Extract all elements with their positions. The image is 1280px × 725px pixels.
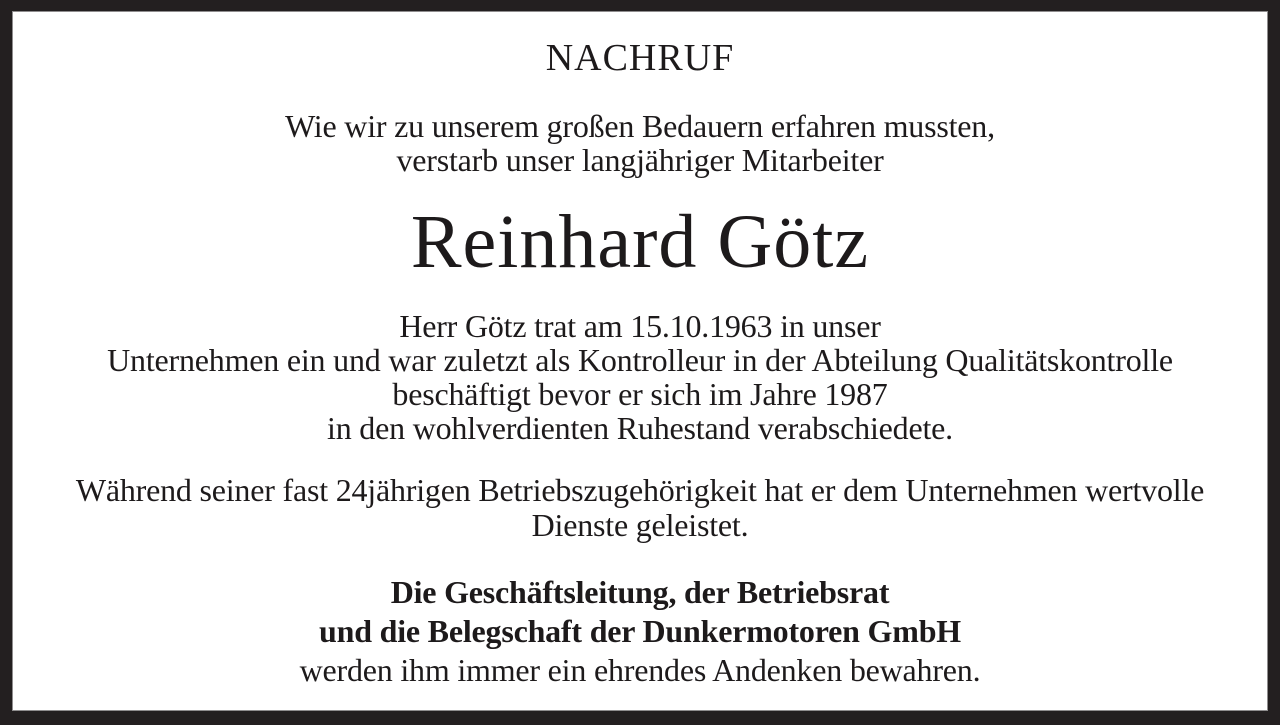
- tribute-line-1: Während seiner fast 24jährigen Betriebszugehörigkeit hat er dem Unternehmen wertvolle: [75, 472, 1205, 508]
- signature-block: [13, 573, 1267, 690]
- career-paragraph: [13, 309, 1267, 445]
- career-line-3: beschäftigt bevor er sich im Jahre 1987: [392, 376, 888, 412]
- deceased-name: Reinhard Götz: [410, 200, 870, 284]
- signature-line-2: und die Belegschaft der Dunkermotoren GmbH: [319, 613, 961, 649]
- career-line-1: Herr Götz trat am 15.10.1963 in unser: [399, 308, 881, 344]
- closing-line: werden ihm immer ein ehrendes Andenken bewahren.: [299, 652, 981, 688]
- tribute-line-2: Dienste geleistet.: [531, 507, 749, 543]
- obituary-notice: [12, 11, 1268, 711]
- intro-line-2: verstarb unser langjähriger Mitarbeiter: [396, 142, 884, 178]
- career-line-4: in den wohlverdienten Ruhestand verabschiedete.: [327, 410, 953, 446]
- signature-line-1: Die Geschäftsleitung, der Betriebsrat: [390, 574, 890, 610]
- tribute-paragraph: [13, 473, 1267, 543]
- career-line-2: Unternehmen ein und war zuletzt als Kontrolleur in der Abteilung Qualitätskontrolle: [107, 342, 1173, 378]
- intro-line-1: Wie wir zu unserem großen Bedauern erfahren mussten,: [285, 108, 995, 144]
- intro-paragraph: [13, 109, 1267, 177]
- notice-title: NACHRUF: [545, 37, 735, 79]
